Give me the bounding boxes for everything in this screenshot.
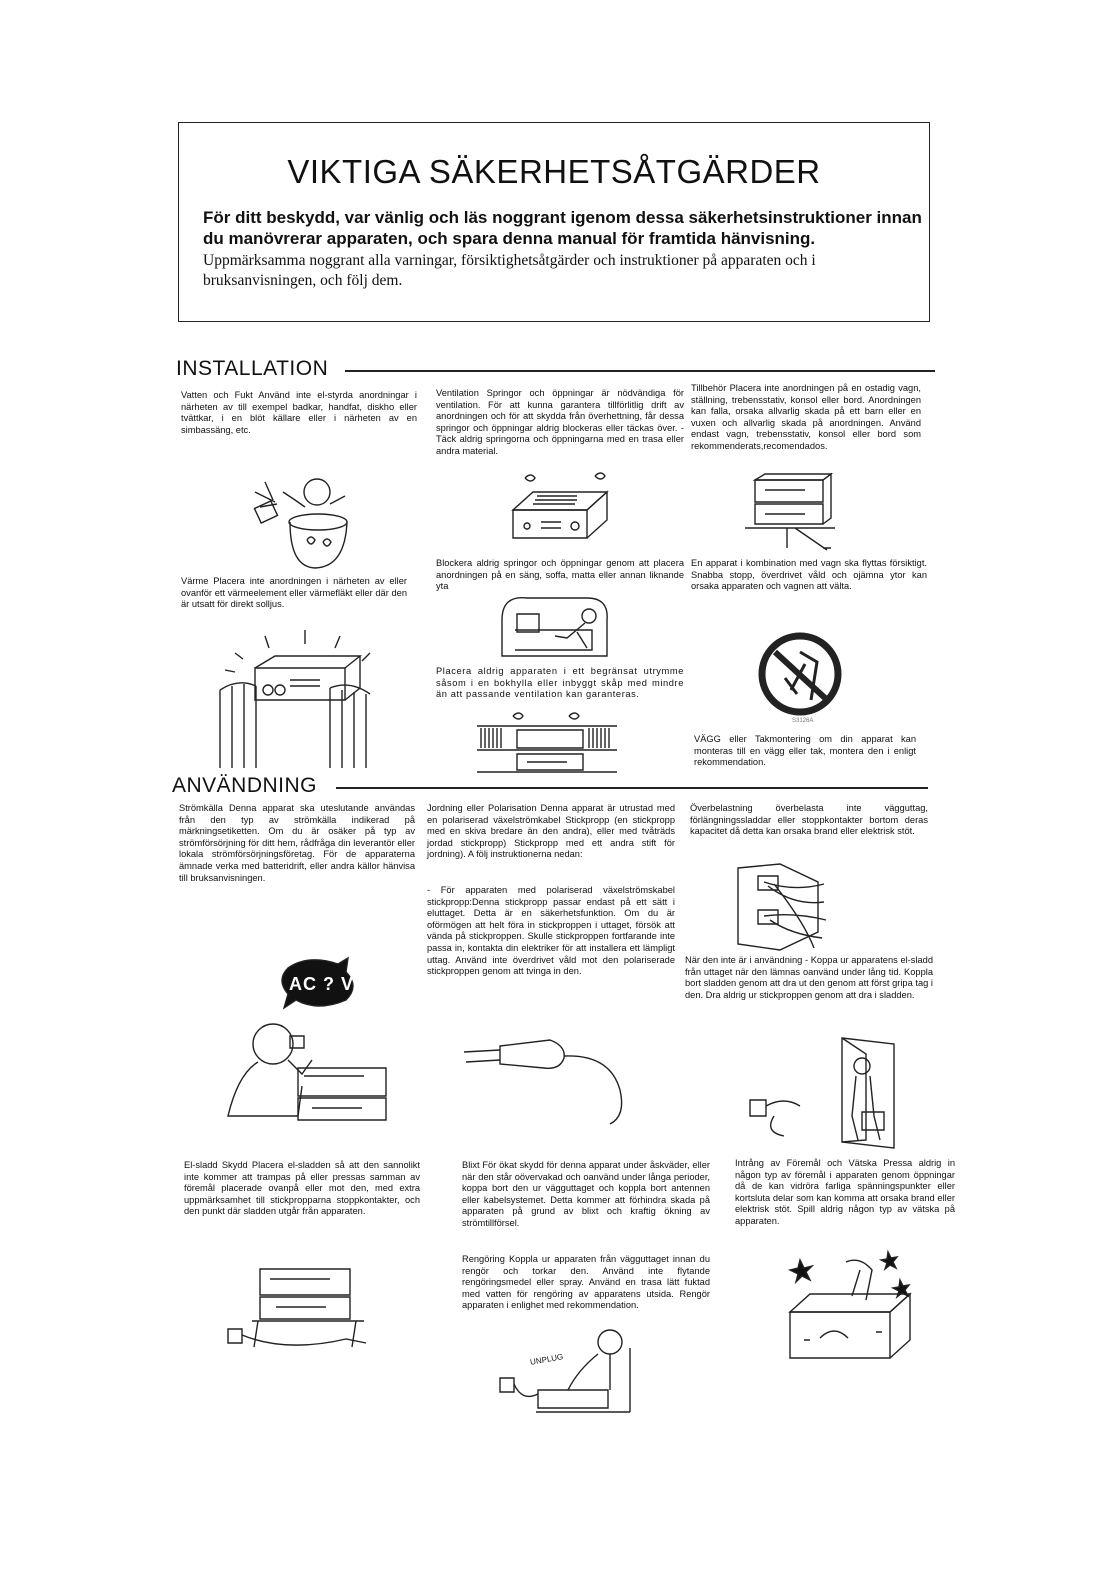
- header-box: [178, 122, 930, 322]
- cart-illustration: [735, 470, 840, 550]
- usage-heading: ANVÄNDNING: [172, 774, 318, 797]
- sofa-illustration: [497, 590, 612, 660]
- ventilation-text: Ventilation Springor och öppningar är nödvändiga för ventilation. För att kunna garantera tillförlitlig drift av anordningen och för att skydda från överhettning, får dessa springor och öppningar aldrig blockeras eller täckas över. - Täck aldrig springorna och öppningarna med en trasa eller andra material.: [436, 388, 684, 456]
- lightning-text: Blixt För ökat skydd för denna apparat under åskväder, eller när den står oövervakad och oanvänd under långa perioder, koppa bort den ur vägguttaget och koppla bort antennen eller kabelsystemet. Detta kommer att förhindra skada på apparaten på grund av blixt och kraftig ökning av strömtillförsel.: [462, 1160, 710, 1228]
- bubble-text: AC ? V: [289, 974, 355, 994]
- accessories-text: Tillbehör Placera inte anordningen på en ostadig vagn, ställning, trebensstativ, konsol eller bord. Anordningen kan falla, orsaka allvarlig skada på ett barn eller en vuxen och allvarlig skada på anordningen. Använd endast vagn, trebensstativ, konsol eller bord som rekommenderats,recomendados.: [691, 383, 921, 451]
- heat-text: Värme Placera inte anordningen i närheten av eller ovanför ett värmeelement eller värmefläkt eller där den är utsatt för direkt solljus.: [181, 576, 407, 610]
- unplug-text: När den inte är i användning - Koppa ur apparatens el-sladd från uttaget när den lämnas oanvänd under lång tid. Koppla bort sladden genom att dra ut den genom att först gripa tag i den. Dra aldrig ur stickproppen genom att dra i sladden.: [685, 955, 933, 1000]
- bath-illustration: [235, 462, 360, 572]
- installation-heading: INSTALLATION: [176, 357, 329, 380]
- intro-regular: Uppmärksamma noggrant alla varningar, försiktighetsåtgärder och instruktioner på apparaten och i bruksanvisningen, och följ dem.: [203, 252, 816, 289]
- cleaning-text: Rengöring Koppla ur apparaten från vägguttaget innan du rengör och torkar den. Använd inte flytande rengöringsmedel eller spray. Använd en trasa lätt fuktad med vatten för rengöring av apparatens utsida. Rengör apparaten i enlighet med rekommendation.: [462, 1254, 710, 1311]
- cart-label: S3126A: [792, 718, 814, 724]
- bookshelf-illustration: [477, 712, 617, 774]
- heater-illustration: [210, 628, 385, 770]
- usage-rule: [336, 787, 928, 789]
- installation-rule: [345, 370, 935, 372]
- cord-illustration: [226, 1263, 376, 1349]
- block-text: Blockera aldrig springor och öppningar genom att placera anordningen på en säng, soffa, matta eller annan liknande yta: [436, 558, 684, 592]
- grounding-text: Jordning eller Polarisation Denna apparat är utrustad med en polariserad växelströmkabel Stickpropp (en stickpropp med en skiva bredare än den andra), eller med tvåträds jordad stickpropp) Stickpropp med ett andra stift för jordning). A följ instruktionerna nedan:: [427, 803, 675, 860]
- water-text: Vatten och Fukt Använd inte el-styrda anordningar i närheten av till exempel badkar, handfat, diskho eller tvättkar, i en blöt källare eller i närheten av en simbassäng, etc.: [181, 390, 417, 435]
- mounting-text: VÄGG eller Takmontering om din apparat kan monteras till en vägg eller tak, montera den i enligt rekommendation.: [694, 734, 916, 768]
- leaving-illustration: [744, 1036, 908, 1151]
- polarized-text: - För apparaten med polariserad växelströmskabel stickpropp:Denna stickpropp passar endast på ett sätt i eluttaget. Detta är en säkerhetsfunktion. Om du är oförmögen att helt föra in stickproppen i uttaget, försök att vända på stickproppen. Skulle stickproppen fortfarande inte passa in, kontakta din elektriker för att installera ett lämpligt uttag. Använd inte överdrivet våld mot den polariserade stickproppen genom att tvinga in den.: [427, 885, 675, 977]
- cleaning-illustration: [498, 1328, 638, 1420]
- objects-illustration: [780, 1252, 922, 1368]
- ventilation-illustration: [505, 470, 615, 548]
- overload-text: Överbelastning överbelasta inte vägguttag, förlängningssladdar eller stoppkontakter bortom deras kapacitet då detta kan orsaka brand eller elektrisk stöt.: [690, 803, 928, 837]
- confined-text: Placera aldrig apparaten i ett begränsat utrymme såsom i en bokhylla eller inbyggt skåp med mindre än att passande ventilation kan garanteras.: [436, 666, 684, 700]
- overload-illustration: [734, 862, 826, 952]
- page-title: VIKTIGA SÄKERHETSÅTGÄRDER: [287, 153, 821, 190]
- power-text: Strömkälla Denna apparat ska uteslutande användas från den typ av strömkälla indikerad på märkningsetiketten. Om du är osäker på typ av strömförsörjning för ditt hem, rådfråga din leverantör eller lokala strömförsörjningsföretag. För de apparaterna ämnade verka med batteridrift, eller andra källor hänvisa till bruksanvisningen.: [179, 803, 415, 883]
- cart-warning-icon: [755, 632, 847, 727]
- plug-illustration: [460, 1030, 640, 1126]
- intro-bold: För ditt beskydd, var vänlig och läs noggrant igenom dessa säkerhetsinstruktioner innan du manövrerar apparaten, och spara denna manual för framtida hänvisning.: [203, 208, 922, 248]
- objects-text: Intrång av Föremål och Vätska Pressa aldrig in någon typ av föremål i apparaten genom öppningar då de kan vidröra farliga spänningspunkter eller kortsluta delar som kan komma att orsaka brand eller elektrisk stöt. Spill aldrig någon typ av vätska på apparaten.: [735, 1158, 955, 1226]
- cart-text: En apparat i kombination med vagn ska flyttas försiktigt. Snabba stopp, överdrivet våld och ojämna ytor kan orsaka apparaten och vagnen att välta.: [691, 558, 927, 592]
- cord-text: El-sladd Skydd Placera el-sladden så att den sannolikt inte kommer att trampas på eller pressas samman av föremål placerade ovanpå eller mot den, med extra uppmärksamhet till stickpropparna stoppkontakter, och den punkt där sladden utgår från apparaten.: [184, 1160, 420, 1217]
- unplug-label: UNPLUG: [529, 1352, 564, 1367]
